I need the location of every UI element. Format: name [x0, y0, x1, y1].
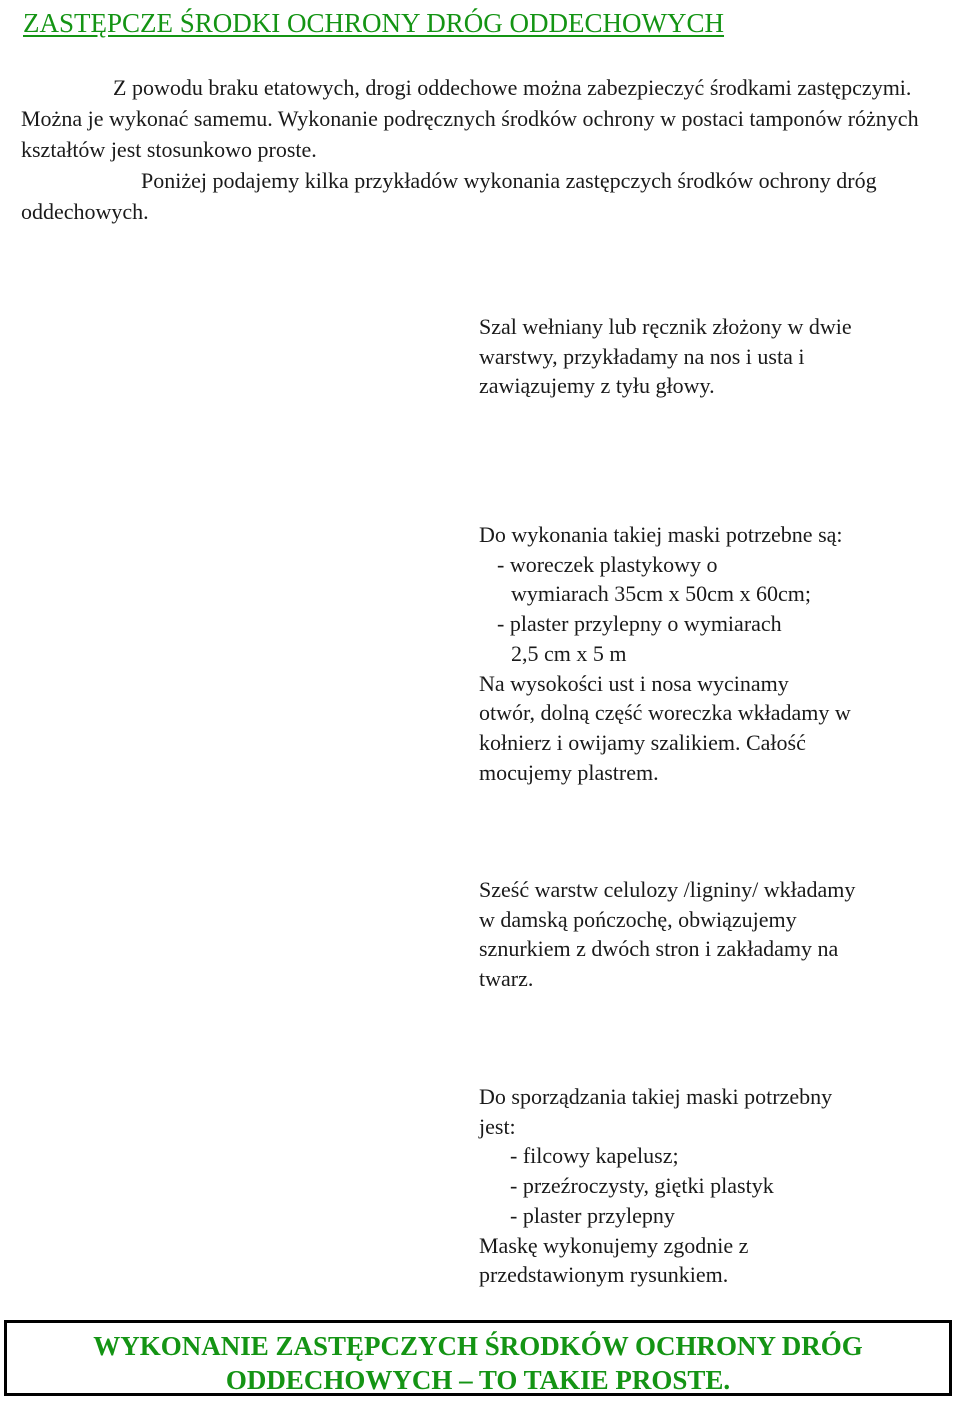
block1-line: zawiązujemy z tyłu głowy.: [479, 373, 715, 399]
intro-paragraph-1: Z powodu braku etatowych, drogi oddechowe można zabezpieczyć środkami zastępczymi. Można je wykonać samemu. Wykonanie podręcznych środków ochrony w postaci tamponów różnych kształtów jest stosunkowo proste.: [21, 75, 919, 162]
scarf-instruction-block: [479, 312, 944, 401]
block2-line: Na wysokości ust i nosa wycinamy: [479, 670, 789, 696]
intro-section: [21, 72, 943, 227]
block2-line: - woreczek plastykowy o: [497, 551, 718, 577]
intro-paragraph-2: Poniżej podajemy kilka przykładów wykonania zastępczych środków ochrony dróg oddechowych.: [21, 168, 877, 224]
block4-line: - plaster przylepny: [510, 1202, 675, 1228]
block3-line: w damską pończochę, obwiązujemy: [479, 906, 797, 932]
block3-line: sznurkiem z dwóch stron i zakładamy na: [479, 936, 839, 962]
block4-line: przedstawionym rysunkiem.: [479, 1262, 729, 1288]
block4-line: jest:: [479, 1113, 516, 1139]
block2-line: wymiarach 35cm x 50cm x 60cm;: [511, 581, 811, 607]
page-title: ZASTĘPCZE ŚRODKI OCHRONY DRÓG ODDECHOWYCH: [23, 8, 725, 38]
block4-line: Maskę wykonujemy zgodnie z: [479, 1232, 749, 1258]
block2-line: kołnierz i owijamy szalikiem. Całość: [479, 729, 806, 755]
hat-mask-instruction-block: [479, 1082, 944, 1290]
footer-slogan-box: [4, 1320, 952, 1396]
footer-slogan-line: WYKONANIE ZASTĘPCZYCH ŚRODKÓW OCHRONY DRÓG: [93, 1331, 863, 1361]
block3-line: twarz.: [479, 966, 534, 992]
block2-line: otwór, dolną część woreczka wkładamy w: [479, 700, 851, 726]
block3-line: Sześć warstw celulozy /ligniny/ wkładamy: [479, 877, 856, 902]
stocking-mask-instruction-block: [479, 875, 944, 994]
block2-line: Do wykonania takiej maski potrzebne są:: [479, 522, 843, 547]
block2-line: mocujemy plastrem.: [479, 759, 659, 785]
footer-slogan-line: ODDECHOWYCH – TO TAKIE PROSTE.: [225, 1365, 731, 1395]
block4-line: - filcowy kapelusz;: [510, 1143, 679, 1169]
block2-line: 2,5 cm x 5 m: [511, 640, 627, 666]
block2-line: - plaster przylepny o wymiarach: [497, 611, 782, 637]
block1-line: warstwy, przykładamy na nos i usta i: [479, 343, 805, 369]
block4-line: - przeźroczysty, giętki plastyk: [510, 1173, 774, 1199]
block1-line: Szal wełniany lub ręcznik złożony w dwie: [479, 314, 852, 339]
bag-mask-instruction-block: [479, 520, 944, 787]
block4-line: Do sporządzania takiej maski potrzebny: [479, 1084, 833, 1109]
